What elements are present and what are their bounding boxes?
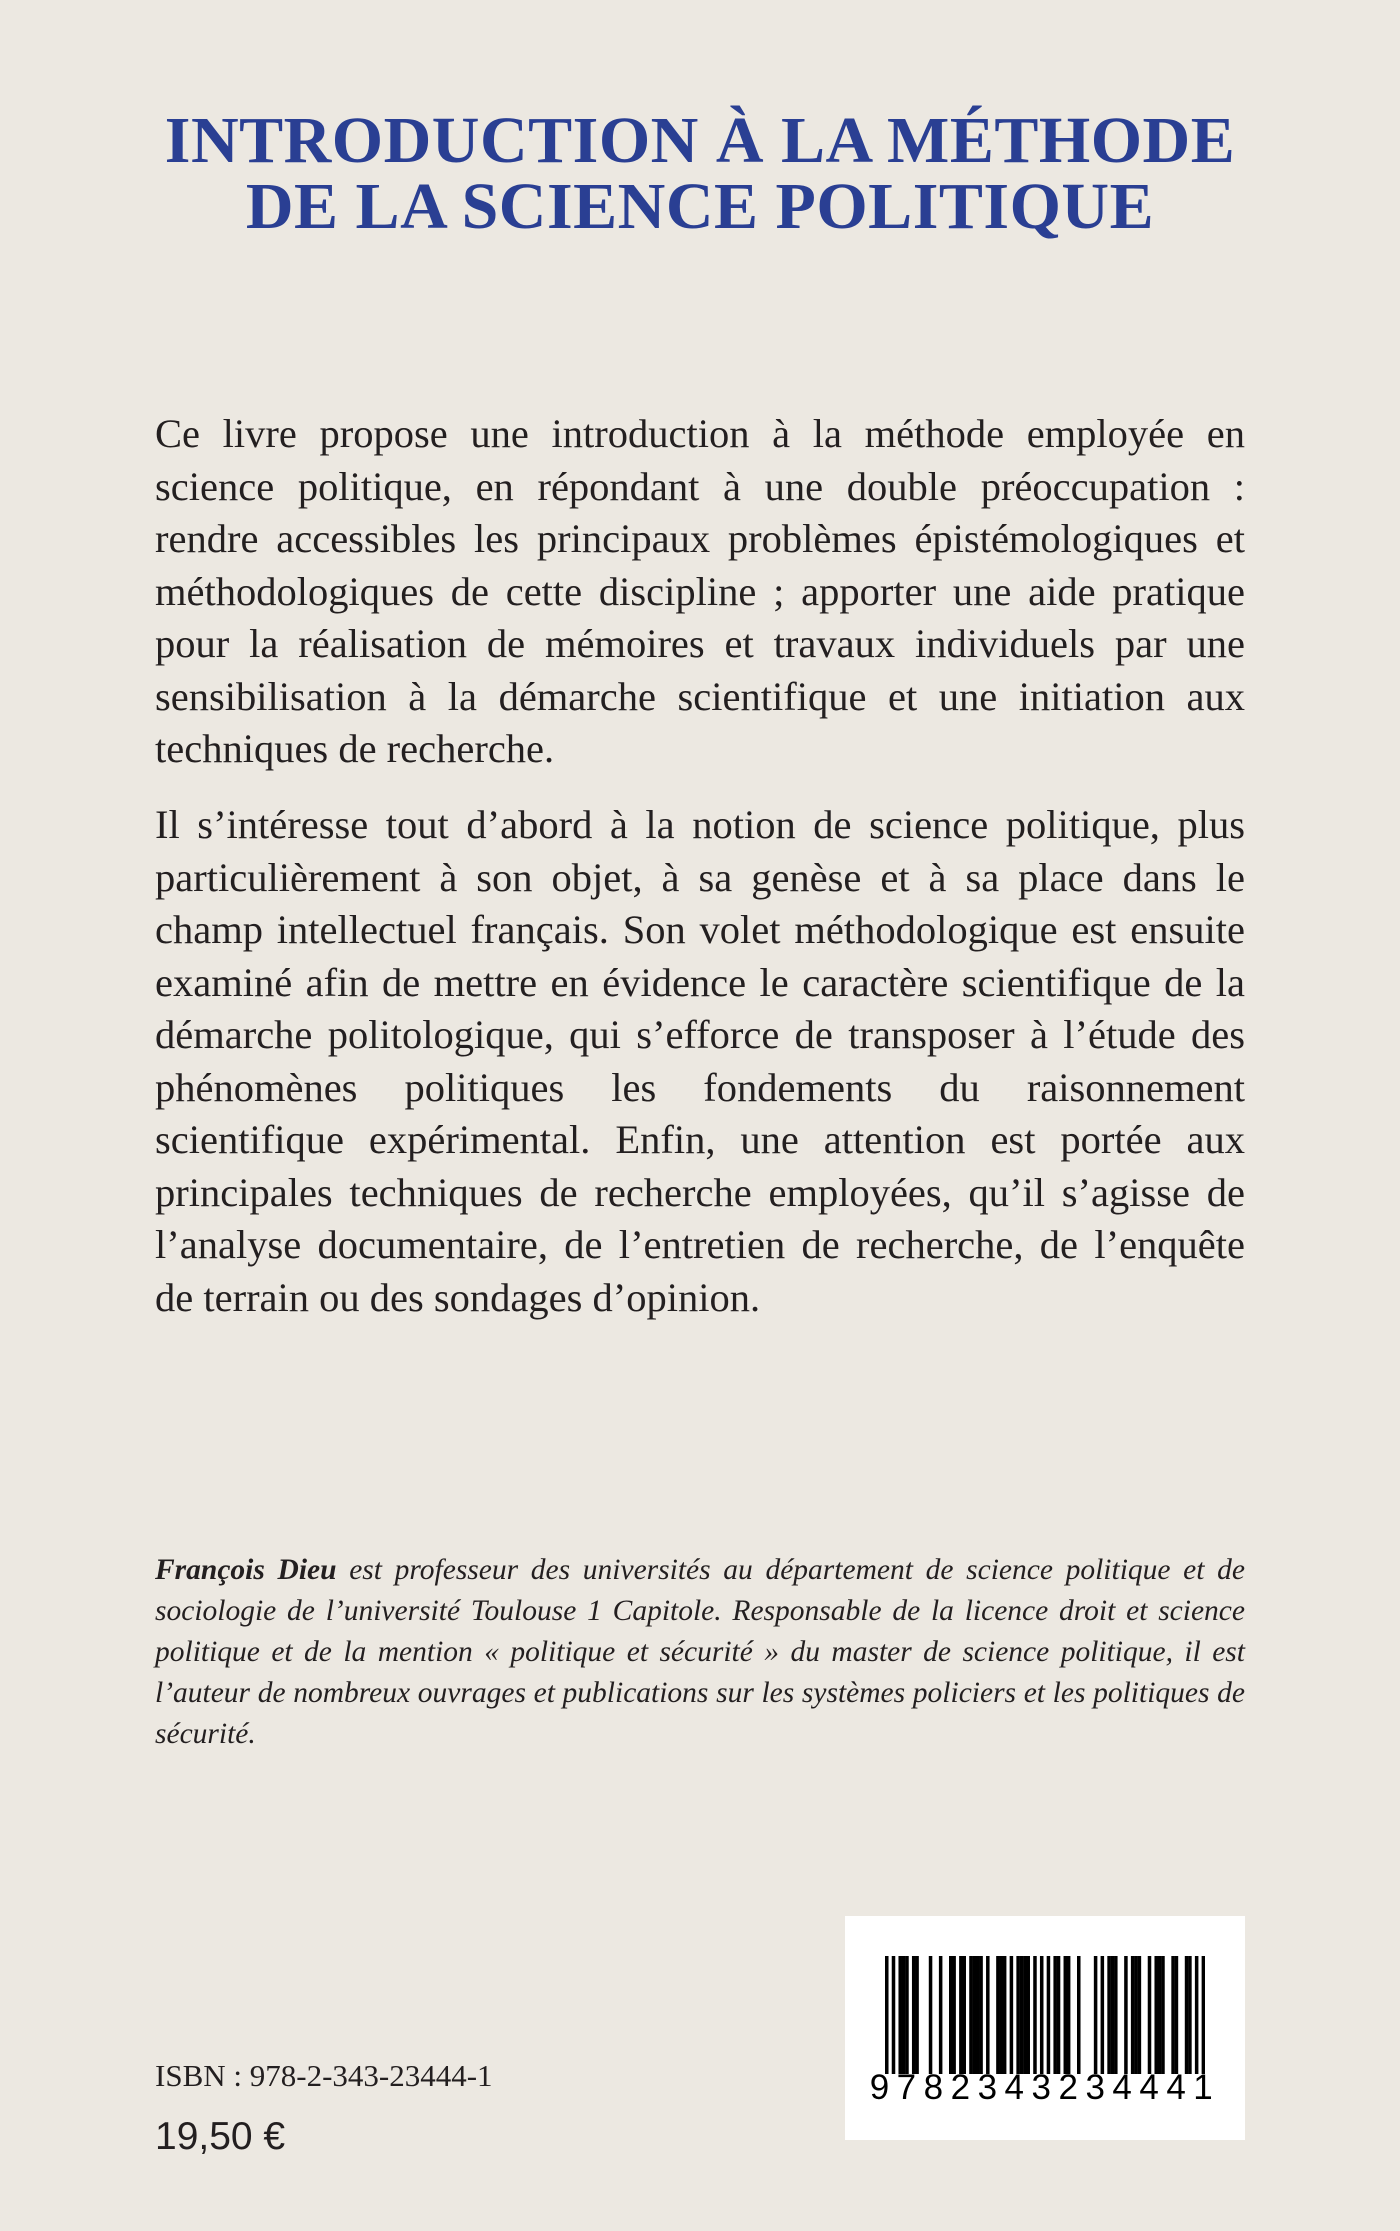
barcode-bar — [905, 1956, 909, 2074]
barcode-bar — [898, 1956, 902, 2074]
barcode-bar — [912, 1956, 916, 2074]
barcode-bar — [1094, 1956, 1098, 2074]
author-name: François Dieu — [155, 1554, 337, 1586]
barcode-bar — [996, 1956, 1000, 2074]
barcode-bar — [962, 1956, 966, 2074]
barcode-digits: 9782343234441 — [869, 2068, 1221, 2107]
barcode-bar — [1114, 1956, 1118, 2074]
barcode-bar — [1131, 1956, 1135, 2074]
barcode-bar — [1175, 1956, 1179, 2074]
barcode-bar — [939, 1956, 943, 2074]
barcode-bar — [949, 1956, 953, 2074]
barcode-bar — [1033, 1956, 1037, 2074]
barcode-bar — [1067, 1956, 1071, 2074]
book-title-line-2: DE LA SCIENCE POLITIQUE — [245, 170, 1155, 243]
barcode-bar — [952, 1956, 956, 2074]
barcode-bar — [1111, 1956, 1115, 2074]
barcode-bar — [929, 1956, 933, 2074]
barcode-bar — [892, 1956, 896, 2074]
author-bio-text: est professeur des universités au département de science politique et de sociologie de l’université Toulouse 1 Capitole. Responsable de la licence droit et science politique et de la mention « politique et sécurité » du master de science politique, il est l’auteur de nombreux ouvrages et publications sur les systèmes policiers et les politiques de sécurité. — [155, 1554, 1245, 1750]
barcode-bar — [1026, 1956, 1030, 2074]
description-paragraph-2: Il s’intéresse tout d’abord à la notion de science politique, plus particulièrement à son objet, à sa genèse et à sa place dans le champ intellectuel français. Son volet méthodologique est ensuite examiné afin de mettre en évidence le caractère scientifique de la démarche politologique, qui s’efforce de transposer à l’étude des phénomènes politiques les fondements du raisonnement scientifique expérimental. Enfin, une attention est portée aux principales techniques de recherche employées, qu’il s’agisse de l’analyse documentaire, de l’entretien de recherche, de l’enquête de terrain ou des sondages d’opinion. — [155, 802, 1245, 1320]
barcode-image — [885, 1956, 1205, 2074]
barcode-bar — [986, 1956, 990, 2074]
barcode-bar — [1161, 1956, 1165, 2074]
barcode-bar — [1040, 1956, 1044, 2074]
barcode-bar — [1101, 1956, 1105, 2074]
description-paragraph-1: Ce livre propose une introduction à la méthode employée en science politique, en répondant à une double préoccupation : rendre accessibles les principaux problèmes épistémologiques et méthodologiques de cette discipline ; apporter une aide pratique pour la réalisation de mémoires et travaux individuels par une sensibilisation à la démarche scientifique et une initiation aux techniques de recherche. — [155, 411, 1245, 771]
barcode-bar — [1057, 1956, 1061, 2074]
barcode-bar — [1124, 1956, 1128, 2074]
barcode-bar — [1077, 1956, 1081, 2074]
book-title-line-1: INTRODUCTION À LA MÉTHODE — [164, 104, 1236, 177]
barcode-bar — [1020, 1956, 1024, 2074]
barcode-bar — [1138, 1956, 1142, 2074]
barcode-bar — [1003, 1956, 1007, 2074]
author-bio — [155, 1550, 1245, 1755]
barcode-panel — [845, 1916, 1245, 2140]
barcode-bar — [1107, 1956, 1111, 2074]
barcode-bar — [1047, 1956, 1051, 2074]
barcode-bar — [976, 1956, 980, 2074]
barcode-bar — [915, 1956, 919, 2074]
barcode-bar — [1171, 1956, 1175, 2074]
price: 19,50 € — [155, 2115, 286, 2158]
barcode-bar — [1000, 1956, 1004, 2074]
barcode-bar — [1185, 1956, 1189, 2074]
barcode-bar — [979, 1956, 983, 2074]
isbn: ISBN : 978-2-343-23444-1 — [155, 2058, 493, 2093]
barcode-bar — [1064, 1956, 1068, 2074]
barcode-bar — [1148, 1956, 1152, 2074]
barcode-bar — [1202, 1956, 1205, 2074]
barcode-bar — [1053, 1956, 1057, 2074]
book-title — [100, 104, 1300, 243]
barcode-bar — [973, 1956, 977, 2074]
barcode-bar — [885, 1956, 889, 2074]
barcode-bar — [1134, 1956, 1138, 2074]
barcode-bar — [902, 1956, 906, 2074]
barcode-bar — [1016, 1956, 1020, 2074]
barcode-bar — [1158, 1956, 1162, 2074]
barcode-bar — [959, 1956, 963, 2074]
barcode-bar — [1010, 1956, 1014, 2074]
barcode-bar — [969, 1956, 973, 2074]
barcode-bar — [1195, 1956, 1199, 2074]
barcode-bar — [1188, 1956, 1192, 2074]
barcode-bar — [1023, 1956, 1027, 2074]
barcode-bar — [1154, 1956, 1158, 2074]
